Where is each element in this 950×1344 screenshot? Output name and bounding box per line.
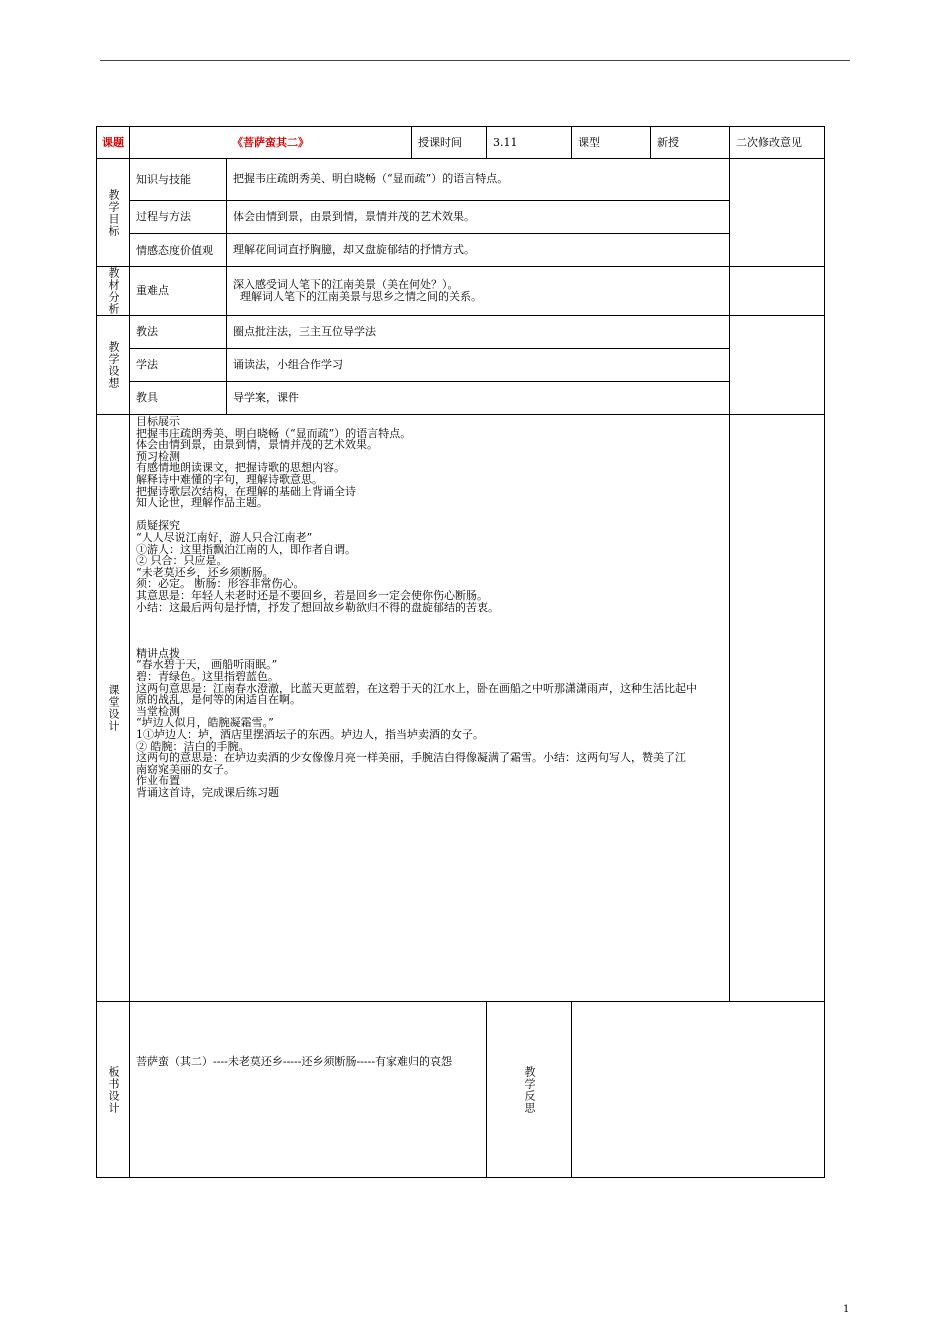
analysis-name: 重难点 (130, 267, 227, 316)
course-label: 课题 (97, 127, 130, 159)
board-row (97, 1002, 825, 1178)
classroom-label: 课堂设计 (97, 415, 130, 1002)
type-value: 新授 (651, 127, 730, 159)
revision-cell-analysis (730, 267, 825, 316)
time-value: 3.11 (487, 127, 572, 159)
classroom-line: 这两句意思是：江南春水澄澈，比蓝天更蓝碧，在这碧于天的江水上，卧在画船之中听那潇潇雨声，这种生活比起中 (136, 681, 697, 695)
classroom-line: 把握诗歌层次结构，在理解的基础上背诵全诗 (136, 484, 356, 498)
classroom-line: 精讲点拨 (136, 646, 180, 660)
classroom-line: “垆边人似月，皓腕凝霜雪。” (136, 716, 274, 730)
header-row (97, 127, 825, 159)
classroom-line: 小结：这最后两句是抒情，抒发了想回故乡勒欲归不得的盘旋郁结的苦衷。 (136, 600, 499, 614)
classroom-line: 质疑探究 (136, 519, 180, 533)
classroom-line (136, 625, 723, 637)
analysis-label: 教材分析 (97, 267, 130, 316)
page-number: 1 (843, 1304, 850, 1315)
classroom-line: 碧：青绿色。这里指碧蓝色。 (136, 670, 279, 684)
analysis-line: 理解词人笔下的江南美景与思乡之情之间的关系。 (233, 290, 482, 303)
type-label: 课型 (572, 127, 651, 159)
classroom-line: 背诵这首诗，完成课后练习题 (136, 786, 279, 799)
design-name: 学法 (130, 349, 227, 382)
classroom-line: 须：必定。 断肠：形容非常伤心。 (136, 577, 305, 591)
classroom-line: “未老莫还乡，还乡须断肠。 (136, 565, 274, 579)
analysis-text (227, 267, 730, 316)
goal-name: 情感态度价值观 (130, 234, 227, 267)
lesson-plan-table (96, 126, 825, 1178)
goals-label: 教学目标 (97, 159, 130, 267)
design-name: 教具 (130, 382, 227, 415)
classroom-line: ② 只合：只应是。 (136, 554, 228, 568)
time-label: 授课时间 (412, 127, 487, 159)
classroom-line: 其意思是：年轻人未老时还是不要回乡，若是回乡一定会使你伤心断肠。 (136, 588, 488, 602)
goal-name: 知识与技能 (130, 159, 227, 201)
classroom-line: 作业布置 (136, 774, 180, 788)
revision-label: 二次修改意见 (730, 127, 825, 159)
reflection-cell (572, 1002, 825, 1178)
goal-text: 体会由情到景，由景到情，景情并茂的艺术效果。 (227, 201, 730, 234)
classroom-line: 南窈窕美丽的女子。 (136, 762, 235, 776)
classroom-line (136, 509, 723, 521)
classroom-line: 当堂检测 (136, 704, 180, 718)
design-row (97, 382, 825, 415)
classroom-line (136, 613, 723, 625)
revision-cell-classroom (730, 415, 825, 1002)
design-label: 教学设想 (97, 316, 130, 415)
board-label: 板书设计 (97, 1002, 130, 1178)
classroom-line: 有感情地朗读课文，把握诗歌的思想内容。 (136, 461, 345, 475)
design-text: 导学案，课件 (227, 382, 730, 415)
goal-row (97, 201, 825, 234)
classroom-line (136, 636, 723, 648)
design-row (97, 349, 825, 382)
revision-cell-goals (730, 159, 825, 267)
board-text: 菩萨蛮（其二）----未老莫还乡-----还乡须断肠-----有家难归的哀怨 (130, 1002, 487, 1178)
classroom-line: 解释诗中难懂的字句，理解诗歌意思。 (136, 472, 323, 486)
classroom-row (97, 415, 825, 1002)
classroom-line: 这两句的意思是：在垆边卖酒的少女像像月亮一样美丽，手腕洁白得像凝满了霜雪。小结：这两句写人，赞美了江 (136, 751, 686, 765)
goal-text: 把握韦庄疏朗秀美、明白晓畅（“显而疏”）的语言特点。 (227, 159, 730, 201)
analysis-line: 深入感受词人笔下的江南美景（美在何处？）。 (233, 278, 459, 291)
goal-name: 过程与方法 (130, 201, 227, 234)
design-name: 教法 (130, 316, 227, 349)
goal-row (97, 159, 825, 201)
goal-row (97, 234, 825, 267)
classroom-line: 预习检测 (136, 449, 180, 463)
classroom-line: ①游人：这里指飘泊江南的人，即作者自谓。 (136, 542, 356, 556)
classroom-line: “人人尽说江南好，游人只合江南老” (136, 530, 313, 544)
design-text: 圈点批注法，三主互位导学法 (227, 316, 730, 349)
classroom-line: “春水碧于天， 画船听雨眠。” (136, 658, 278, 672)
classroom-line: 1①垆边人：垆，酒店里摆酒坛子的东西。垆边人，指当垆卖酒的女子。 (136, 728, 484, 742)
header-rule (100, 60, 850, 61)
classroom-line: 原的战乱，是何等的闲适自在啊。 (136, 693, 301, 707)
classroom-line: 体会由情到景，由景到情，景情并茂的艺术效果。 (136, 438, 378, 452)
classroom-content (130, 415, 730, 1002)
design-row (97, 316, 825, 349)
classroom-line: 目标展示 (136, 415, 180, 428)
lesson-title: 《菩萨蛮其二》 (130, 127, 412, 159)
classroom-line: 知人论世，理解作品主题。 (136, 496, 268, 510)
revision-cell-design (730, 316, 825, 415)
analysis-row (97, 267, 825, 316)
classroom-line: ② 皓腕：洁白的手腕。 (136, 739, 250, 753)
goal-text: 理解花间词直抒胸臆，却又盘旋郁结的抒情方式。 (227, 234, 730, 267)
classroom-line: 把握韦庄疏朗秀美、明白晓畅（“显而疏”）的语言特点。 (136, 426, 412, 440)
design-text: 诵读法，小组合作学习 (227, 349, 730, 382)
reflection-label: 教学反思 (487, 1002, 572, 1178)
